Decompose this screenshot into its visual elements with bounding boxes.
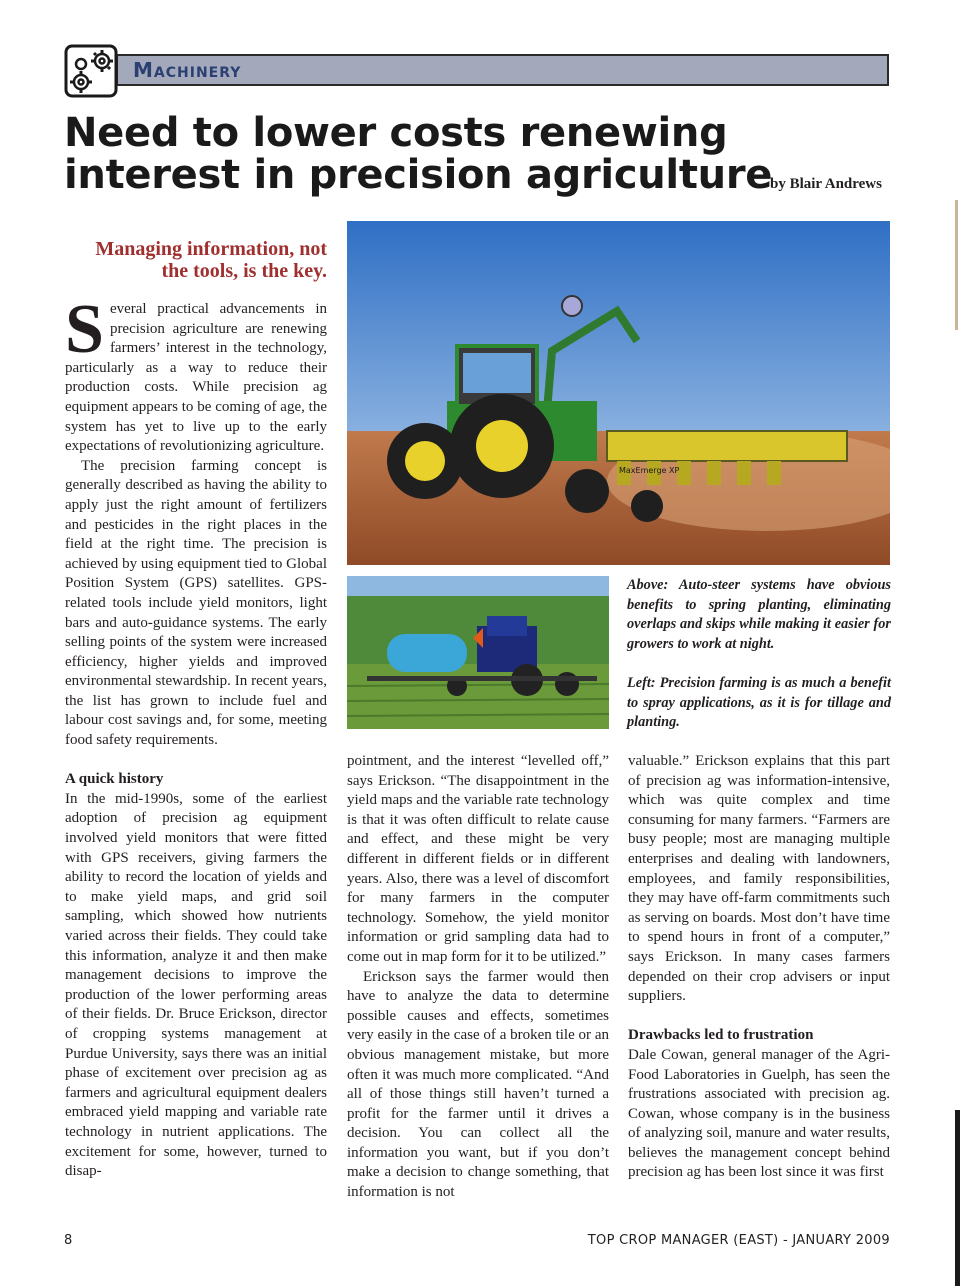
paragraph: Dale Cowan, general manager of the Agri-Food Laboratories in Guelph, has seen the frustrations associated with precision ag. Cowan, whose company is in the business of analyzing soil, manure and water results, believes the management concept behind precision ag has been lost since it was first <box>628 1046 890 1181</box>
drop-cap: S <box>65 291 104 368</box>
caption-left: Left: Precision farming is as much a benefit to spray applications, as it is for tillage and planting. <box>627 674 891 731</box>
paragraph: pointment, and the interest “levelled off,” says Erickson. “The disappointment in the yield maps and the variable rate technology is that it was often difficult to relate cause and effect, and these might be very different in different fields or in different years. Also, there was a level of discomfort for many farmers in the computer technology. Somehow, the yield monitor information or grid sampling data had to come out in map form for it to be utilized.” <box>347 753 609 965</box>
paragraph: In the mid-1990s, some of the earliest adoption of precision ag equipment involved yield monitors that were fitted with GPS receivers, giving farmers the ability to record the location of yields and to make yield maps, and grid soil sampling, which showed how nutrients varied across their fields. They could take this information, analyze it and then make management decisions to improve the production of the lower performing areas of their fields. Dr. Bruce Erickson, director of cropping systems management at Purdue University, says there was an initial phase of excitement over precision ag as farmers and agricultural equipment dealers embraced yield mapping and variable rate technology in nutrient applications. The excitement for some, however, turned to disap- <box>65 790 327 1180</box>
planter-label: MaxEmerge XP <box>619 466 680 475</box>
headline: Need to lower costs renewing interest in precision agriculture <box>64 110 773 198</box>
page-edge-mark <box>955 200 958 330</box>
deck: Managing information, not the tools, is the key. <box>95 238 327 282</box>
article-column-2 <box>347 752 609 1203</box>
paragraph: valuable.” Erickson explains that this part of precision ag was information-intensive, which was quite complex and time consuming for many farmers. “Farmers are busy people; most are managing multiple enterprises and dealing with landowners, employees, and family responsibilities, they may have off-farm commitments such as serving on boards. Most don’t have time to spend hours in front of a computer,” says Erickson. In many cases farmers depended on their crop advisers or input suppliers. <box>628 753 890 1005</box>
page-edge-mark <box>955 1110 960 1286</box>
blue-tractor-sprayer-photo <box>347 576 609 729</box>
caption-above: Above: Auto-steer systems have obvious benefits to spring planting, eliminating overlaps and skips while making it easier for growers to work at night. <box>627 577 891 652</box>
subheading: A quick history <box>65 771 164 788</box>
byline: by Blair Andrews <box>770 176 882 192</box>
section-label: Machinery <box>133 58 242 82</box>
photo-captions <box>627 576 891 752</box>
article-column-3 <box>628 752 890 1183</box>
magazine-footer: TOP CROP MANAGER (EAST) - JANUARY 2009 <box>587 1233 890 1248</box>
paragraph: everal practical advancements in precision agriculture are renewing farmers’ interest in the technology, particularly as a way to reduce their production costs. While precision ag equipment appears to be coming of age, the system has yet to live up to the early expectations of revolutionizing agriculture. <box>65 301 327 455</box>
paragraph: Erickson says the farmer would then have to analyze the data to determine possible causes and effects, sometimes very easily in the case of a broken tile or an obvious management mistake, but more often it was much more complicated. “And all of those things still haven’t turned a profit for the farmer until it drives a decision. You can collect all the information you want, but if you don’t make a decision to change something, that information is not <box>347 968 609 1201</box>
gears-icon <box>64 44 118 98</box>
subheading: Drawbacks led to frustration <box>628 1027 814 1044</box>
article-column-1 <box>65 291 327 1182</box>
page-number: 8 <box>64 1233 73 1248</box>
paragraph: The precision farming concept is generally described as having the ability to apply just the right amount of fertilizers and pesticides in the right places in the field at the right time. The precision is achieved by using equipment tied to Global Position System (GPS) satellites. GPS-related tools include yield monitors, light bars and auto-guidance systems. The early selling points of the system were increased efficiency, higher yields and improved environmental stewardship. In recent years, the list has grown to include fuel and labour cost savings and, for some, meeting food safety requirements. <box>65 457 327 749</box>
green-tractor-planter-photo <box>347 221 890 565</box>
